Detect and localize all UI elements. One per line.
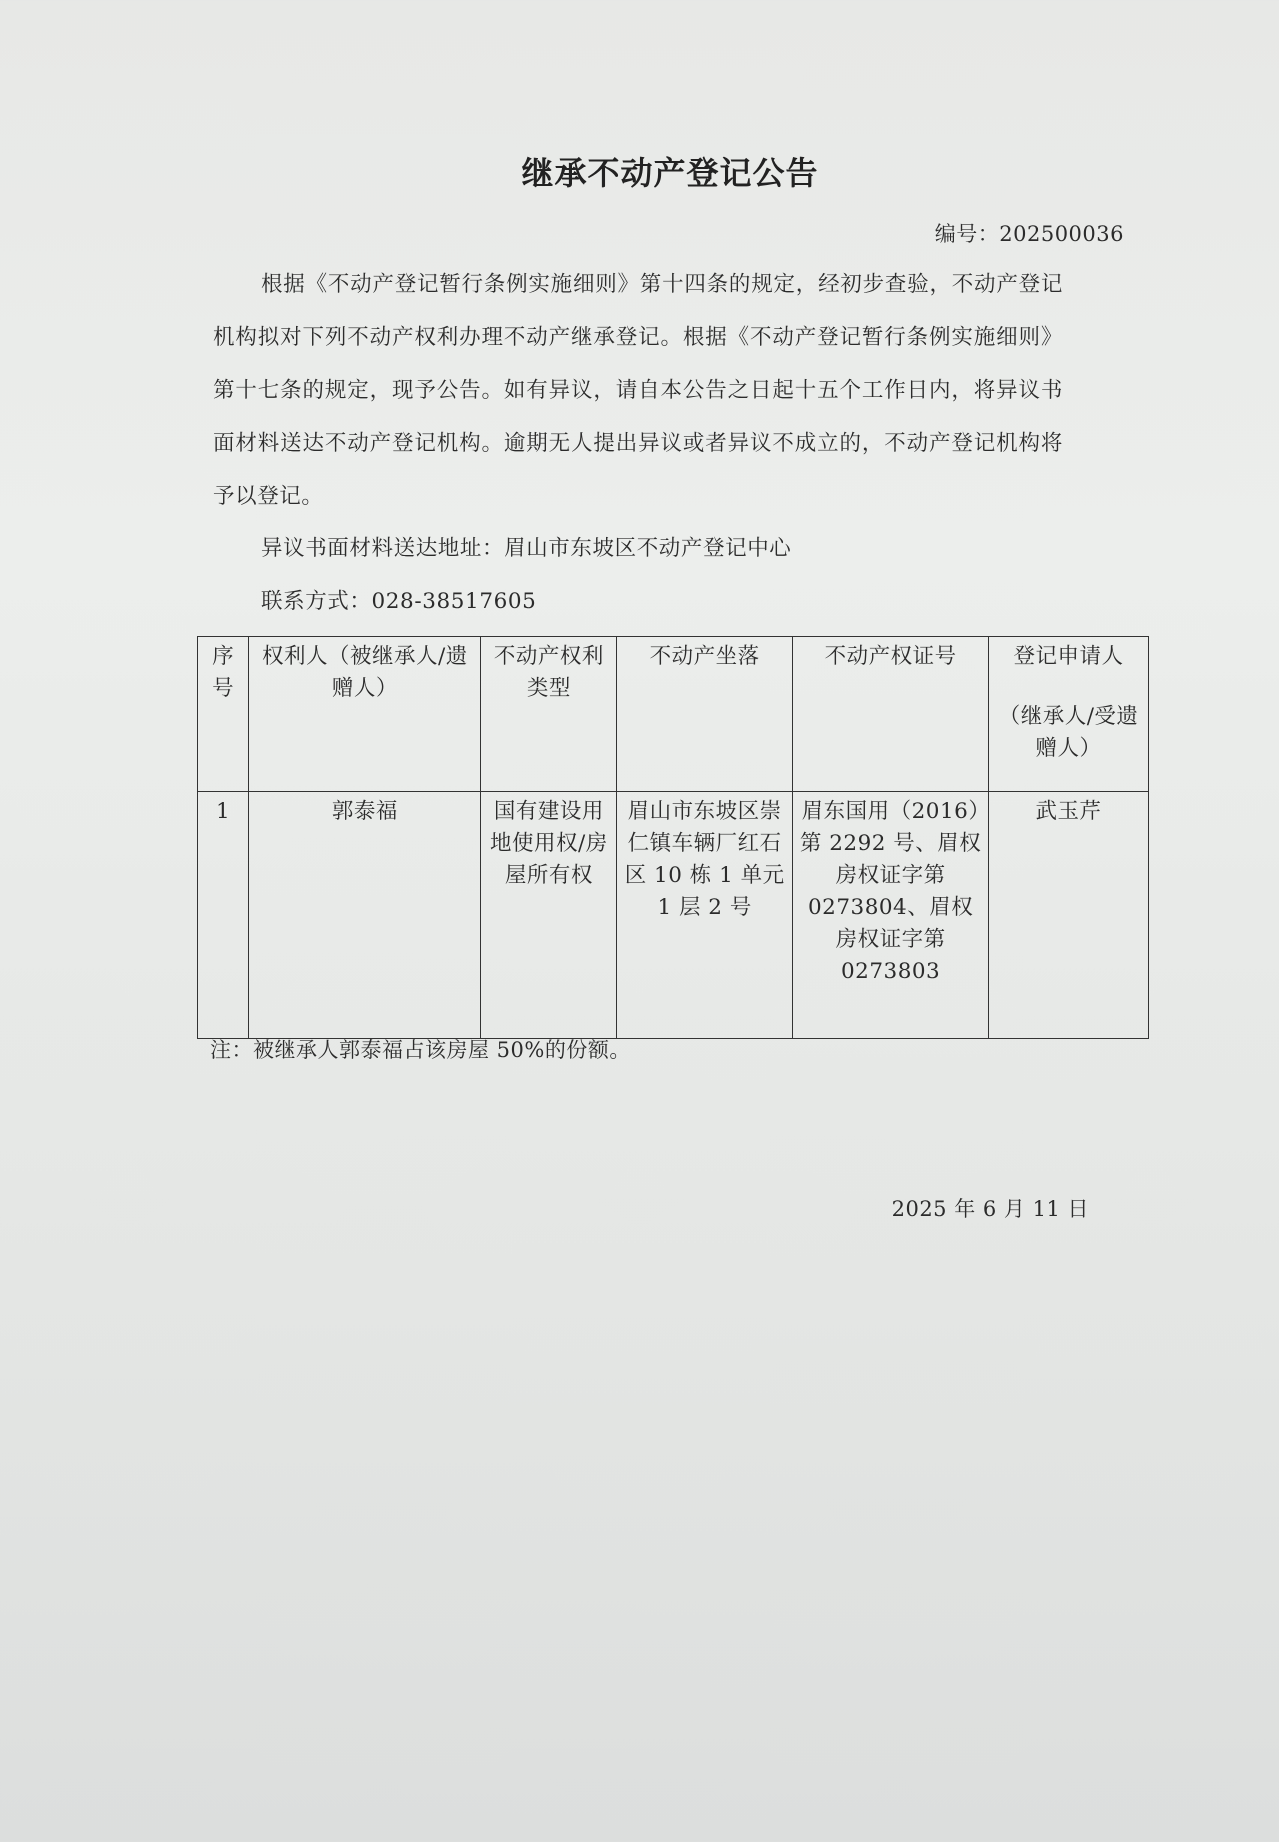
cell-right-type: 国有建设用地使用权/房屋所有权	[481, 792, 617, 1039]
main-paragraph: 根据《不动产登记暂行条例实施细则》第十四条的规定，经初步查验，不动产登记机构拟对下列不动产权利办理不动产继承登记。根据《不动产登记暂行条例实施细则》第十七条的规定，现予公告。如有异议，请自本公告之日起十五个工作日内，将异议书面材料送达不动产登记机构。逾期无人提出异议或者异议不成立的，不动产登记机构将予以登记。	[213, 272, 1063, 509]
notice-date: 2025 年 6 月 11 日	[891, 1197, 1089, 1221]
header-certificate: 不动产权证号	[793, 637, 989, 792]
contact-info: 联系方式：028-38517605	[261, 589, 537, 614]
cell-certificate: 眉东国用（2016）第 2292 号、眉权房权证字第 0273804、眉权房权证字第 0273803	[793, 792, 989, 1039]
header-right-type: 不动产权利类型	[481, 637, 617, 792]
cell-holder: 郭泰福	[249, 792, 481, 1039]
header-applicant-sub: （继承人/受遗赠人）	[998, 704, 1139, 761]
objection-address: 异议书面材料送达地址：眉山市东坡区不动产登记中心	[261, 536, 792, 561]
document-title: 继承不动产登记公告	[521, 154, 819, 192]
table-note: 注：被继承人郭泰福占该房屋 50%的份额。	[210, 1038, 631, 1062]
document-number: 编号：202500036	[934, 222, 1124, 246]
header-holder: 权利人（被继承人/遗赠人）	[249, 637, 481, 792]
header-location: 不动产坐落	[617, 637, 793, 792]
cell-location: 眉山市东坡区崇仁镇车辆厂红石区 10 栋 1 单元 1 层 2 号	[617, 792, 793, 1039]
header-applicant	[989, 637, 1149, 792]
table-row	[198, 792, 1149, 1039]
header-index: 序号	[198, 637, 249, 792]
header-applicant-main: 登记申请人	[1013, 644, 1124, 669]
cell-index: 1	[198, 792, 249, 1039]
registration-table	[197, 636, 1149, 1039]
cell-applicant: 武玉芹	[989, 792, 1149, 1039]
table-header-row	[198, 637, 1149, 792]
